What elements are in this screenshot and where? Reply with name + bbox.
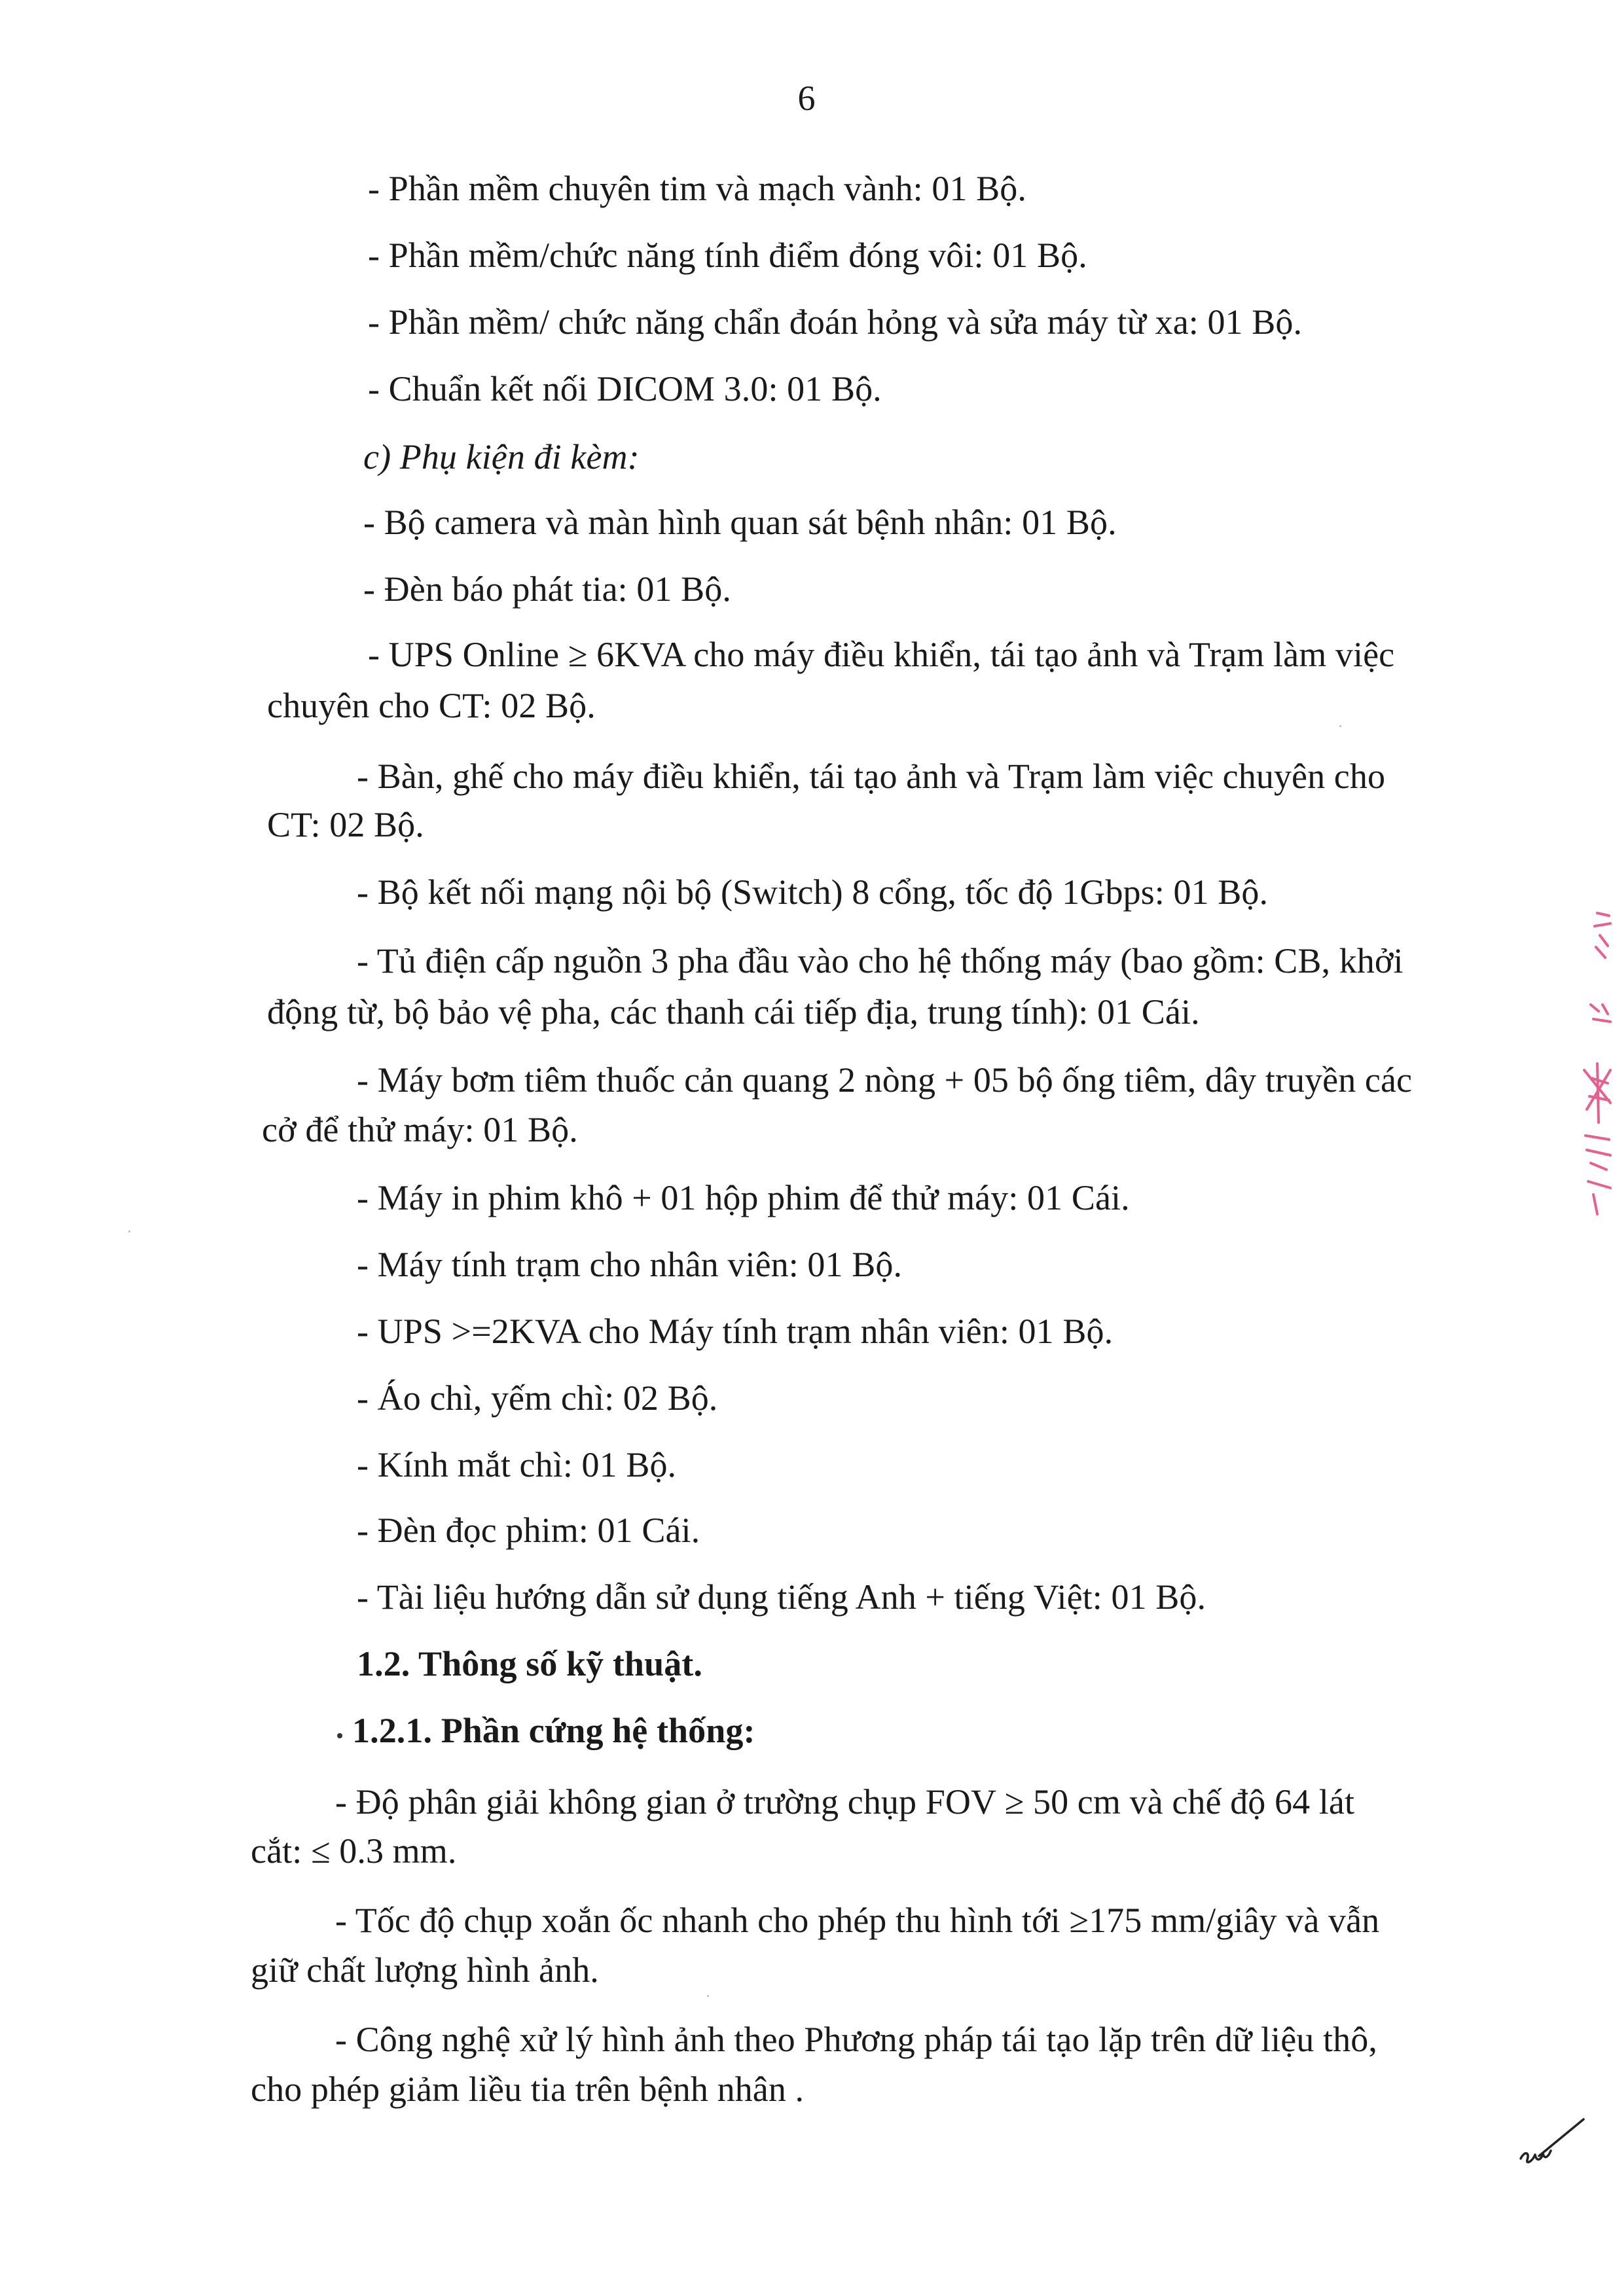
- spec-iterative-recon-line2: cho phép giảm liều tia trên bệnh nhân .: [251, 2070, 805, 2109]
- section-accessories-heading: c) Phụ kiện đi kèm:: [363, 437, 640, 476]
- item-cardiac-software: - Phần mềm chuyên tim và mạch vành: 01 Bộ.: [368, 169, 1026, 208]
- stray-mark: [337, 1733, 342, 1738]
- spec-iterative-recon-line1: - Công nghệ xử lý hình ảnh theo Phương pháp tái tạo lặp trên dữ liệu thô,: [335, 2020, 1377, 2059]
- item-ups-2kva: - UPS >=2KVA cho Máy tính trạm nhân viên: 01 Bộ.: [357, 1312, 1114, 1351]
- section-technical-specs-heading: 1.2. Thông số kỹ thuật.: [357, 1644, 702, 1683]
- item-lead-apron: - Áo chì, yếm chì: 02 Bộ.: [357, 1378, 718, 1418]
- spec-helical-speed-line1: - Tốc độ chụp xoắn ốc nhanh cho phép thu hình tới ≥175 mm/giây và vẫn: [335, 1901, 1380, 1940]
- item-ups-online-line1: - UPS Online ≥ 6KVA cho máy điều khiển, tái tạo ảnh và Trạm làm việc: [368, 635, 1395, 674]
- item-power-cabinet-line1: - Tủ điện cấp nguồn 3 pha đầu vào cho hệ thống máy (bao gồm: CB, khởi: [357, 941, 1404, 980]
- item-calcium-scoring: - Phần mềm/chức năng tính điểm đóng vôi: 01 Bộ.: [368, 236, 1087, 275]
- item-xray-light: - Đèn báo phát tia: 01 Bộ.: [363, 569, 731, 609]
- item-film-viewer: - Đèn đọc phim: 01 Cái.: [357, 1511, 700, 1550]
- handwritten-initials-mark: [1515, 2114, 1587, 2173]
- item-injector-line1: - Máy bơm tiêm thuốc cản quang 2 nòng + 05 bộ ống tiêm, dây truyền các: [357, 1060, 1413, 1100]
- page-number: 6: [797, 79, 816, 118]
- item-power-cabinet-line2: động từ, bộ bảo vệ pha, các thanh cái tiếp địa, trung tính): 01 Cái.: [267, 992, 1200, 1031]
- scan-speck: [128, 1230, 130, 1232]
- item-desk-chair-line1: - Bàn, ghế cho máy điều khiển, tái tạo ảnh và Trạm làm việc chuyên cho: [357, 757, 1386, 796]
- seal-stamp-fragment: [1571, 906, 1613, 1221]
- item-switch: - Bộ kết nối mạng nội bộ (Switch) 8 cổng, tốc độ 1Gbps: 01 Bộ.: [357, 872, 1269, 912]
- item-film-printer: - Máy in phim khô + 01 hộp phim để thử máy: 01 Cái.: [357, 1178, 1130, 1217]
- spec-helical-speed-line2: giữ chất lượng hình ảnh.: [251, 1950, 599, 1990]
- item-remote-diagnosis: - Phần mềm/ chức năng chẩn đoán hỏng và sửa máy từ xa: 01 Bộ.: [368, 302, 1303, 342]
- item-dicom: - Chuẩn kết nối DICOM 3.0: 01 Bộ.: [368, 369, 882, 408]
- item-manuals: - Tài liệu hướng dẫn sử dụng tiếng Anh + tiếng Việt: 01 Bộ.: [357, 1577, 1206, 1617]
- scan-speck: [707, 1995, 709, 1997]
- spec-resolution-line2: cắt: ≤ 0.3 mm.: [251, 1831, 457, 1871]
- item-ups-online-line2: chuyên cho CT: 02 Bộ.: [267, 686, 596, 725]
- scan-speck: [1339, 725, 1341, 727]
- item-camera: - Bộ camera và màn hình quan sát bệnh nhân: 01 Bộ.: [363, 503, 1117, 542]
- spec-resolution-line1: - Độ phân giải không gian ở trường chụp FOV ≥ 50 cm và chế độ 64 lát: [335, 1782, 1355, 1821]
- item-injector-line2: cở để thử máy: 01 Bộ.: [262, 1110, 578, 1149]
- section-hardware-heading: 1.2.1. Phần cứng hệ thống:: [352, 1711, 755, 1750]
- item-lead-glasses: - Kính mắt chì: 01 Bộ.: [357, 1445, 677, 1484]
- item-desk-chair-line2: CT: 02 Bộ.: [267, 805, 424, 844]
- item-staff-workstation: - Máy tính trạm cho nhân viên: 01 Bộ.: [357, 1245, 903, 1284]
